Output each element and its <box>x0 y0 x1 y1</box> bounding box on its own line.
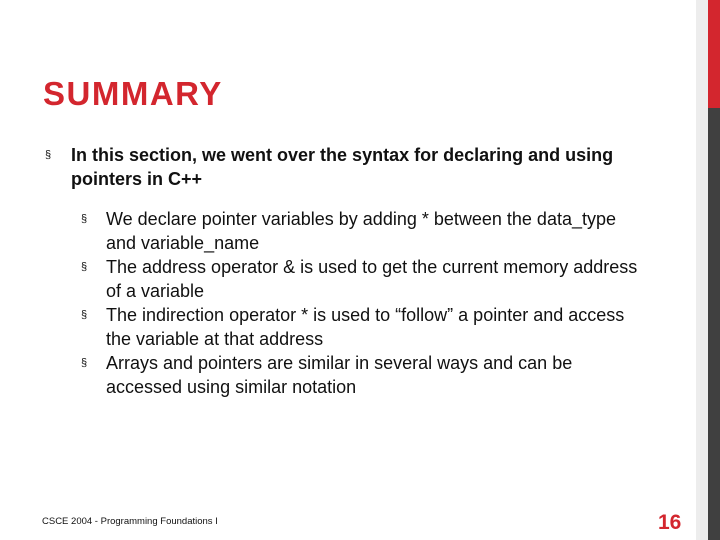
side-accent-light-bar <box>696 0 708 540</box>
sub-bullet-text: The address operator & is used to get the current memory address of a variable <box>106 257 638 301</box>
square-bullet-icon: § <box>81 261 88 273</box>
side-accent-red-bar <box>708 0 720 108</box>
sub-bullet-item <box>81 351 641 399</box>
square-bullet-icon: § <box>45 149 52 161</box>
sub-bullet-item <box>81 207 641 255</box>
sub-bullet-text: The indirection operator * is used to “follow” a pointer and access the variable at that address <box>106 305 625 349</box>
sub-bullet-item <box>81 303 641 351</box>
square-bullet-icon: § <box>81 357 88 369</box>
square-bullet-icon: § <box>81 213 88 225</box>
sub-bullet-text: Arrays and pointers are similar in several ways and can be accessed using similar notation <box>106 353 573 397</box>
main-bullet-item <box>45 143 665 191</box>
page-number: 16 <box>658 511 682 534</box>
slide-title: SUMMARY <box>43 75 223 112</box>
slide-footer: CSCE 2004 - Programming Foundations I <box>42 516 218 527</box>
square-bullet-icon: § <box>81 309 88 321</box>
side-accent-dark-bar <box>708 108 720 540</box>
main-bullet-text: In this section, we went over the syntax for declaring and using pointers in C++ <box>71 145 614 189</box>
sub-bullet-item <box>81 255 641 303</box>
sub-bullet-text: We declare pointer variables by adding * between the data_type and variable_name <box>106 209 617 253</box>
sub-bullet-list <box>81 207 641 399</box>
slide-content <box>45 143 665 399</box>
